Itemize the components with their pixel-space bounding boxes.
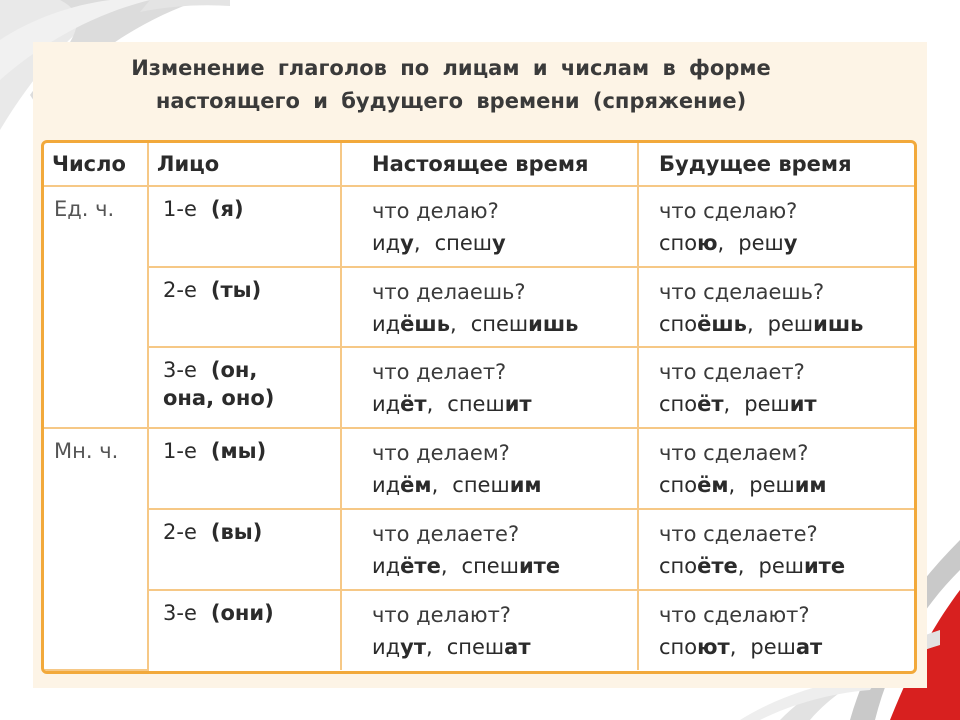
present-cell [341,347,638,428]
verb-stem: ид [372,311,401,336]
verb-ending: ите [803,554,846,579]
verb-forms [372,388,637,420]
verb-stem: ид [372,473,401,498]
question-text: что делают? [372,603,511,628]
pronoun: (вы) [210,520,263,545]
person-label: 1-е [163,196,197,221]
question-text: что сделает? [659,360,805,385]
verb-forms [372,469,637,501]
table-row [44,428,914,509]
verb-stem: ид [372,230,401,255]
verb-forms [659,308,914,340]
future-cell [638,428,914,509]
present-cell [341,428,638,509]
comma: , [450,311,457,336]
verb-stem: реш [744,392,790,417]
verb-ending: ёте [400,554,441,579]
verb-ending: им [509,473,542,498]
verb-stem: спо [659,635,698,660]
person-label: 3-е [163,358,197,383]
verb-ending: ат [795,635,823,660]
future-cell [638,267,914,348]
verb-ending: ёшь [400,311,450,336]
question-text: что делаете? [372,522,520,547]
verb-ending: ём [400,473,432,498]
table-row [44,590,914,670]
conjugation-table [44,143,914,671]
verb-stem: спеш [434,230,492,255]
verb-ending: у [400,230,414,255]
person-label: 3-е [163,601,197,626]
present-cell [341,509,638,590]
verb-ending: ишь [813,311,864,336]
pronoun: (он, [210,358,258,383]
title-line-1: Изменение глаголов по лицам и числам в форме [131,56,771,80]
question-text: что делаем? [372,441,510,466]
verb-stem: реш [738,230,784,255]
present-cell [341,186,638,267]
verb-forms [659,550,914,582]
verb-stem: спо [659,230,698,255]
number-singular: Ед. ч. [44,186,148,429]
future-cell [638,347,914,428]
verb-ending: ит [789,392,817,417]
comma: , [717,230,725,255]
verb-stem: спо [659,392,698,417]
verb-forms [659,388,914,420]
person-label: 2-е [163,277,197,302]
verb-forms [372,227,637,259]
question-text: что сделаем? [659,441,809,466]
person-label: 2-е [163,520,197,545]
number-plural: Мн. ч. [44,428,148,670]
verb-ending: ите [518,554,561,579]
comma: , [746,311,754,336]
question-text: что делаешь? [372,279,526,304]
pronoun: (они) [210,601,274,626]
table-header-row [44,143,914,186]
verb-stem: спеш [446,635,505,660]
person-label: 1-е [163,439,197,464]
present-cell [341,590,638,670]
comma: , [723,392,731,417]
verb-stem: ид [372,392,401,417]
verb-ending: ём [697,473,729,498]
verb-forms [372,631,637,663]
table-row [44,509,914,590]
comma: , [426,635,433,660]
verb-ending: ут [400,635,427,660]
header-number: Число [44,143,148,186]
verb-stem: реш [758,554,804,579]
verb-ending: ёте [697,554,738,579]
verb-stem: ид [372,554,401,579]
future-cell [638,509,914,590]
person-cell [148,590,341,670]
verb-ending: им [794,473,827,498]
person-cell [148,509,341,590]
verb-stem: реш [750,635,796,660]
person-cell [148,267,341,348]
verb-stem: спеш [447,392,505,417]
verb-forms [659,469,914,501]
table-body [44,186,914,670]
verb-forms [372,550,637,582]
header-future: Будущее время [638,143,914,186]
comma: , [413,230,421,255]
pronoun: (ты) [210,277,262,302]
page-title [71,52,831,118]
pronoun: (мы) [210,439,267,464]
question-text: что сделаете? [659,522,818,547]
verb-stem: спо [659,473,698,498]
verb-forms [659,631,914,663]
table-row [44,267,914,348]
conjugation-table-frame [41,140,917,674]
pronoun: (я) [210,196,244,221]
person-cell [148,428,341,509]
header-present: Настоящее время [341,143,638,186]
question-text: что делает? [372,360,507,385]
verb-forms [372,308,637,340]
person-cell [148,347,341,428]
comma: , [440,554,448,579]
verb-stem: спо [659,554,698,579]
verb-ending: у [491,230,506,255]
verb-stem: спеш [461,554,519,579]
verb-ending: ёт [697,392,724,417]
question-text: что делаю? [372,198,499,223]
question-text: что сделаешь? [659,279,825,304]
verb-stem: реш [749,473,795,498]
verb-stem: ид [372,635,401,660]
question-text: что сделают? [659,603,810,628]
verb-ending: ёшь [697,311,747,336]
verb-stem: реш [767,311,814,336]
comma: , [728,473,736,498]
person-cell [148,186,341,267]
verb-ending: ит [504,392,532,417]
table-row [44,347,914,428]
verb-ending: ат [504,635,531,660]
question-text: что сделаю? [659,198,798,223]
pronoun-continued: она, оно) [163,386,275,411]
future-cell [638,590,914,670]
comma: , [729,635,737,660]
present-cell [341,267,638,348]
header-person: Лицо [148,143,341,186]
verb-ending: ёт [400,392,427,417]
table-row [44,186,914,267]
comma: , [431,473,439,498]
verb-ending: у [783,230,798,255]
verb-ending: ишь [528,311,579,336]
title-line-2: настоящего и будущего времени (спряжение) [155,89,747,113]
future-cell [638,186,914,267]
verb-stem: спеш [452,473,510,498]
textbook-panel [33,42,927,688]
comma: , [737,554,745,579]
verb-ending: ют [697,635,730,660]
verb-stem: спо [659,311,698,336]
verb-ending: ю [697,230,718,255]
verb-stem: спеш [470,311,529,336]
comma: , [426,392,434,417]
verb-forms [659,227,914,259]
